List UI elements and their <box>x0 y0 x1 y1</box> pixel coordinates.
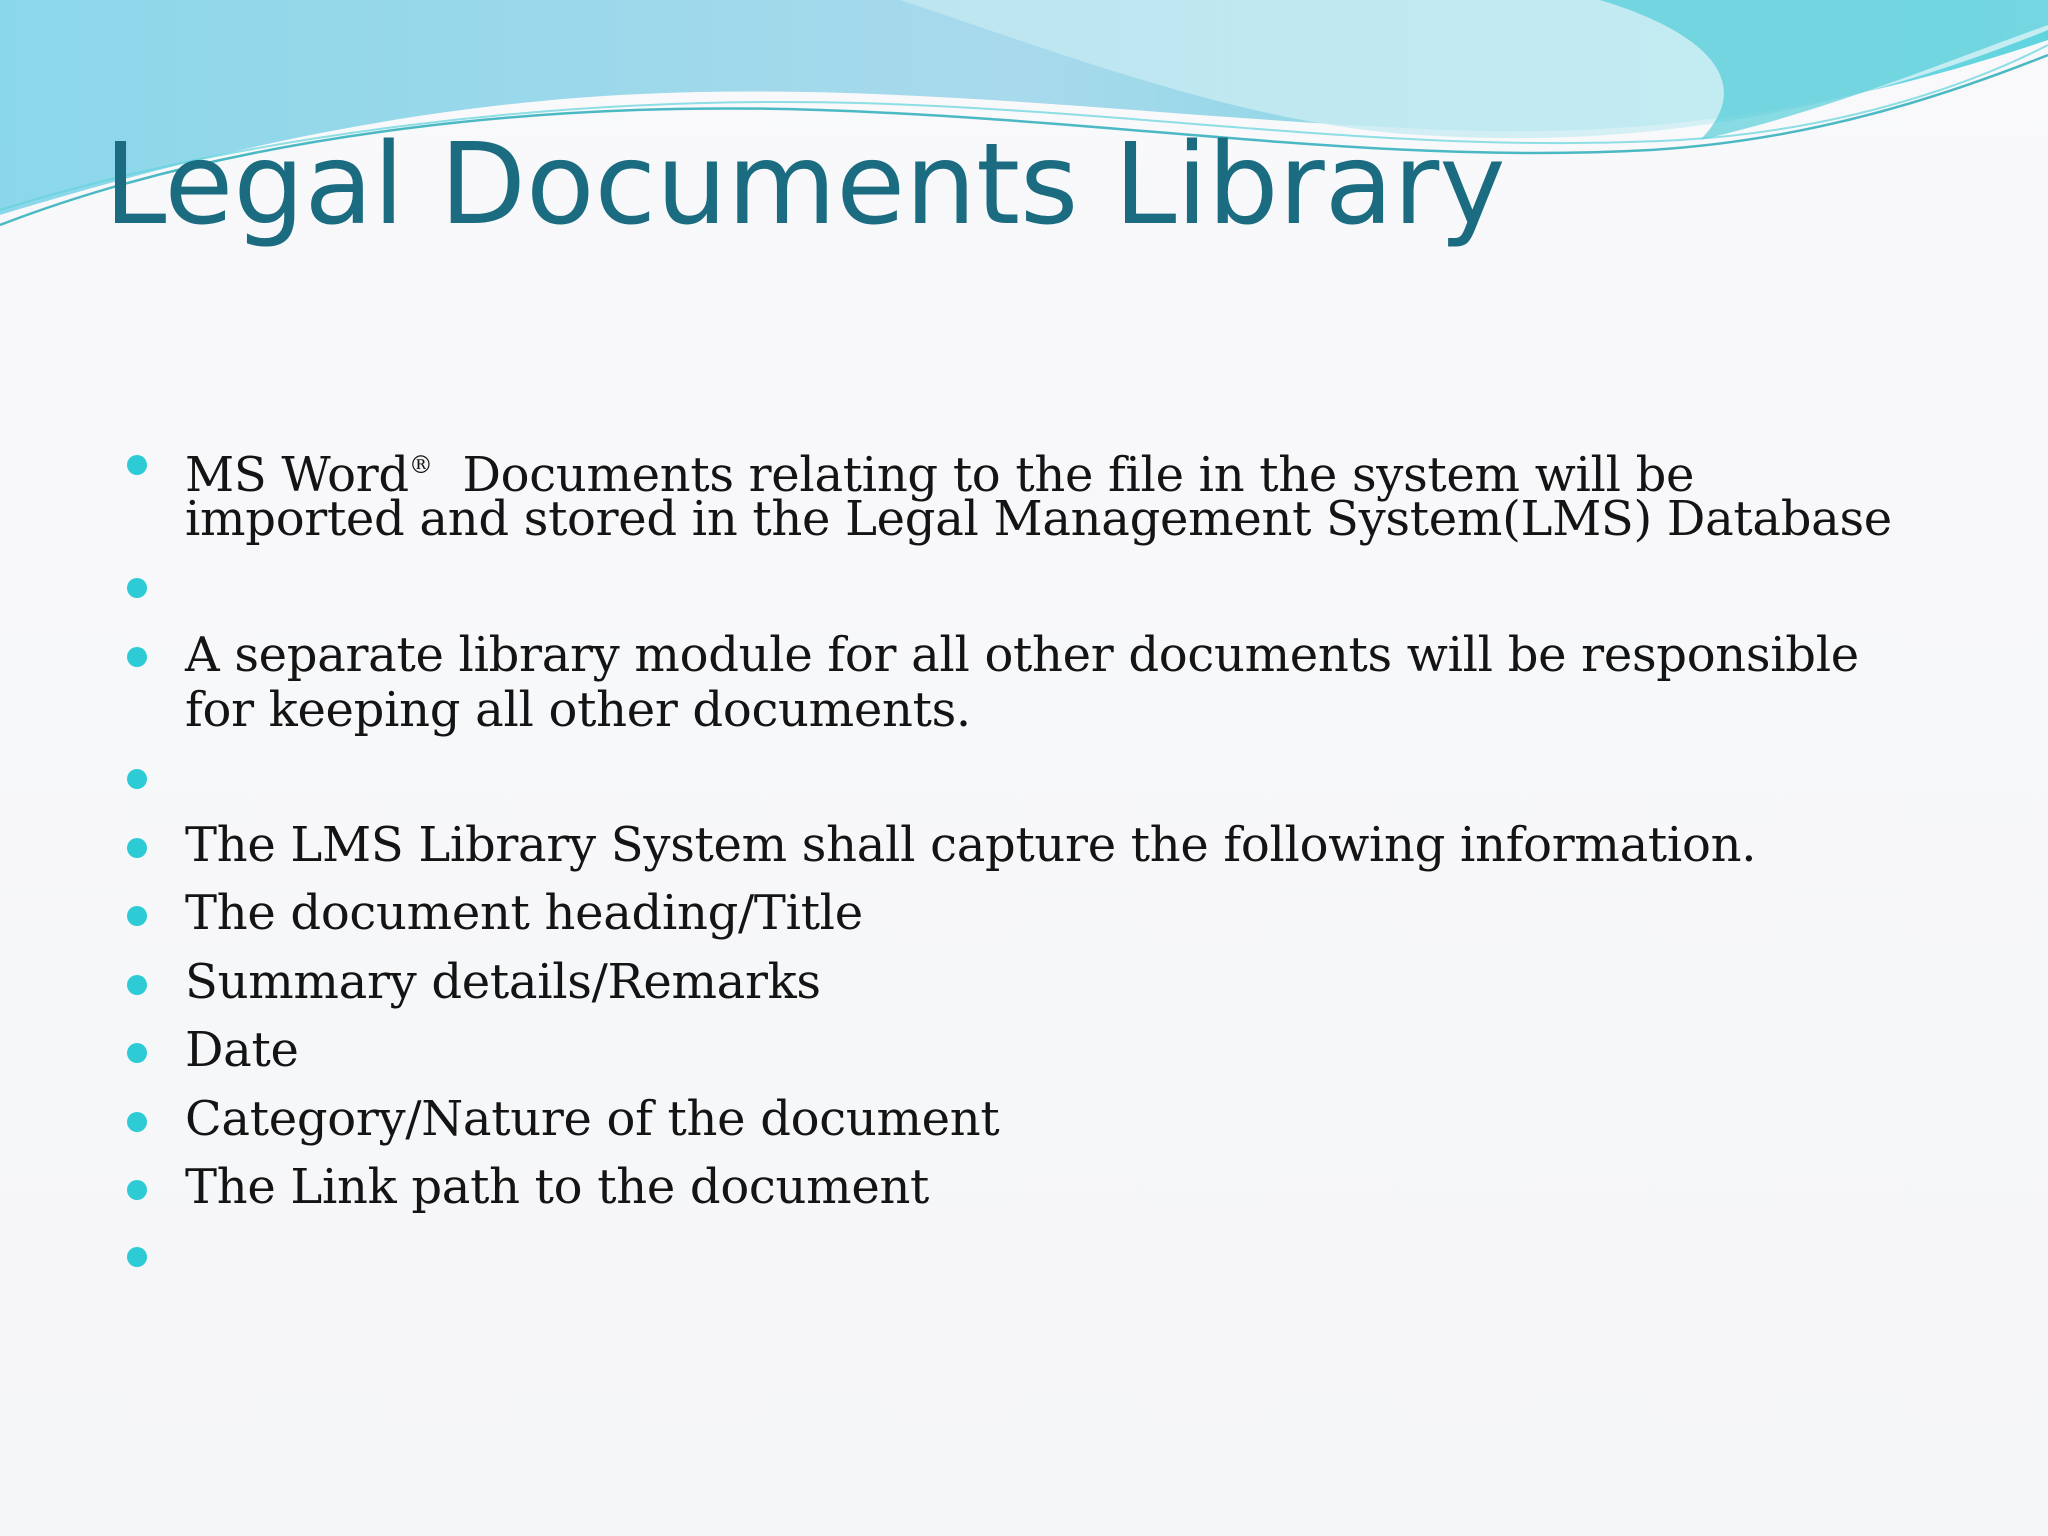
bullet-text-part: MS Word <box>185 447 409 503</box>
bullet-icon <box>127 455 147 475</box>
bullet-icon <box>127 1112 147 1132</box>
bullet-icon <box>127 1043 147 1063</box>
bullet-icon <box>127 1180 147 1200</box>
bullet-text: The Link path to the document <box>185 1159 930 1215</box>
bullet-text-part: Documents relating to the file in the system will be <box>432 447 1695 503</box>
bullet-icon <box>127 906 147 926</box>
bullet-text: Date <box>185 1022 299 1078</box>
bullet-text: The document heading/Title <box>185 885 863 941</box>
bullet-icon <box>127 647 147 667</box>
bullet-text: The LMS Library System shall capture the following information. <box>185 817 1757 873</box>
bullet-icon <box>127 769 147 789</box>
registered-mark: ® <box>408 451 433 479</box>
bullet-icon <box>127 838 147 858</box>
bullet-icon <box>127 1247 147 1267</box>
slide-title: Legal Documents Library <box>104 120 1506 250</box>
bullet-text-continuation: for keeping all other documents. <box>185 682 971 738</box>
bullet-icon <box>127 975 147 995</box>
bullet-text-continuation: imported and stored in the Legal Management System(LMS) Database <box>185 491 1892 547</box>
bullet-icon <box>127 578 147 598</box>
bullet-text: Summary details/Remarks <box>185 954 821 1010</box>
bullet-text: Category/Nature of the document <box>185 1091 1000 1147</box>
bullet-text: A separate library module for all other documents will be responsible <box>185 627 1859 683</box>
